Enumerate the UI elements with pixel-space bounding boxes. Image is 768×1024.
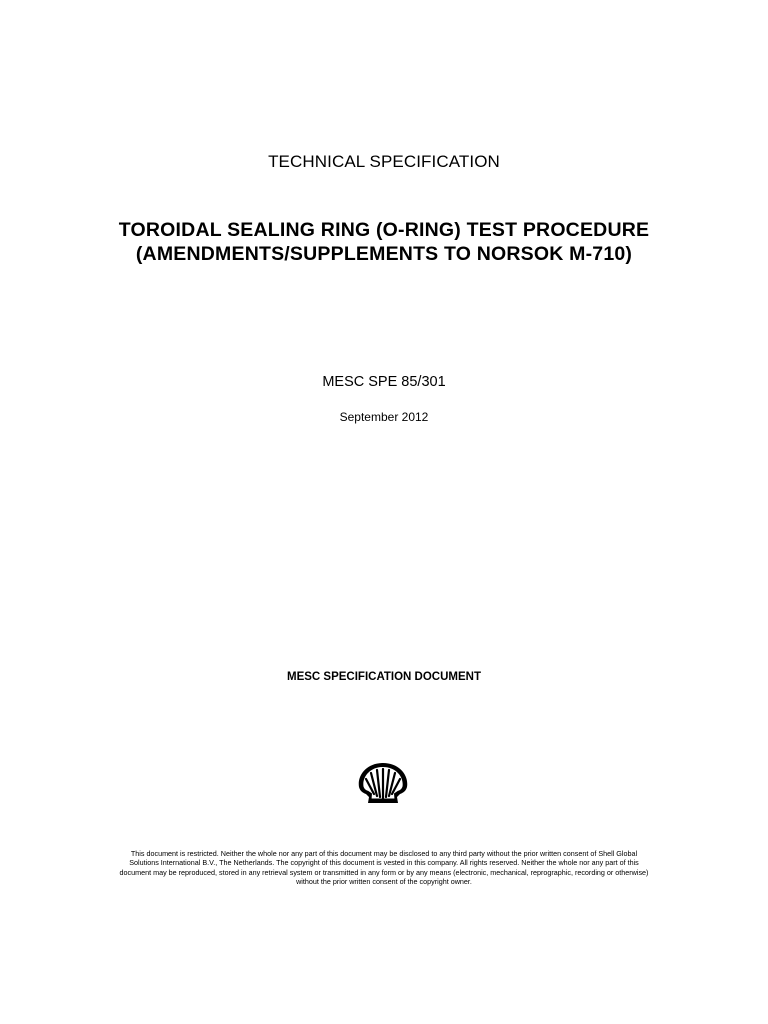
document-title-line-2: (AMENDMENTS/SUPPLEMENTS TO NORSOK M-710) (135, 243, 633, 265)
shell-pecten-icon (355, 760, 411, 808)
document-title (0, 218, 768, 266)
document-title-line-1: TOROIDAL SEALING RING (O-RING) TEST PROCEDURE (118, 219, 650, 241)
document-date: September 2012 (339, 410, 429, 424)
notice-line: without the prior written consent of the copyright owner. (296, 877, 472, 887)
notice-line: Solutions International B.V., The Netherlands. The copyright of this document is vested in this company. All rights reserved. Neither the whole nor any part of this (129, 858, 639, 868)
document-number: MESC SPE 85/301 (322, 374, 446, 390)
document-type-heading: TECHNICAL SPECIFICATION (268, 152, 500, 171)
notice-line: document may be reproduced, stored in any retrieval system or transmitted in any form or by any means (electronic, mechanical, reprographic, recording or otherwise) (119, 867, 649, 877)
document-classification: MESC SPECIFICATION DOCUMENT (286, 671, 481, 683)
notice-line: This document is restricted. Neither the whole nor any part of this document may be disclosed to any third party without the prior written consent of Shell Global (130, 849, 638, 858)
confidentiality-notice (96, 849, 672, 887)
